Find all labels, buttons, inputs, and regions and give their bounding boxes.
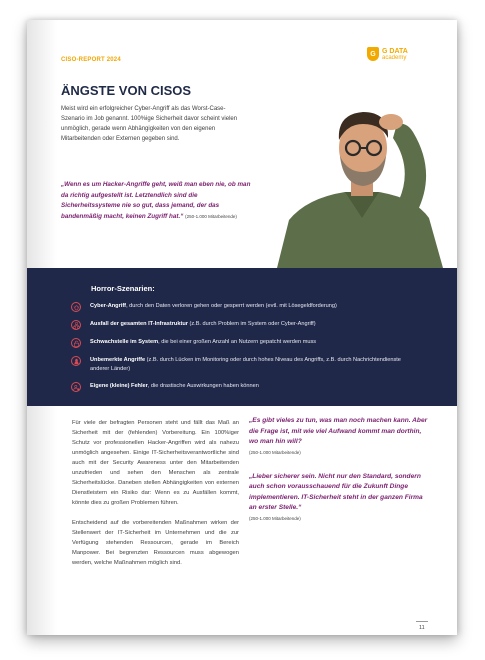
intro-quote-source: (250-1.000 Mitarbeitende) [185,213,237,219]
report-page [27,20,457,635]
scenario-item [71,320,410,330]
shield-logo-icon: G [367,47,379,61]
quote-3-source: (250-1.000 Mitarbeitende) [249,515,301,521]
scenario-text: Eigene (kleine) Fehler, die drastische Auswirkungen haben können [90,383,259,389]
user-warning-icon [71,382,81,392]
body-text-column [72,418,239,568]
body-paragraph-2: Entscheidend auf die vorbereitenden Maßnahmen wirken der Stellenwert der IT-Sicherheit im Unternehmen und die zur Verfügung stehenden Ressourcen, gerade im Bereich Manpower. Bei begrenzten Ressourcen muss abgewogen werden, welche Maßnahmen möglich sind. [72,520,239,566]
network-icon [71,320,81,330]
intro-quote [61,180,251,222]
horror-scenarios-panel [27,268,457,406]
scenario-text: Ausfall der gesamten IT-Infrastruktur (z.B. durch Problem im System oder Cyber-Angriff) [90,321,316,327]
unlock-icon [71,338,81,348]
logo-sub: academy [382,54,407,61]
intro-paragraph: Meist wird ein erfolgreicher Cyber-Angriff als das Worst-Case-Szenario im Job genannt. 100%ige Sicherheit davor scheint vielen unmöglich, gerade wenn Abhängigkeiten von den eigenen Mitarbeitenden oder Externen gegeben sind. [61,106,238,142]
report-label: CISO-REPORT 2024 [61,57,121,63]
page-number-rule [416,621,428,622]
scenario-item [71,356,410,374]
hacker-icon [71,356,81,366]
gdata-academy-logo [367,47,408,61]
intro-quote-text: „Wenn es um Hacker-Angriffe geht, weiß man eben nie, ob man da richtig aufgestellt ist. Letztendlich sind die Sicherheitssysteme nie so gut, dass jemand, der das bandenmäßig macht, keinen Zugriff hat.“ [61,181,251,220]
page-title: ÄNGSTE VON CISOS [61,83,192,98]
bug-icon [71,302,81,312]
quote-3: „Lieber sicherer sein. Nicht nur den Standard, sondern auch schon vorausschauend für die Zukunft Dinge implementieren. IT-Sicherheit steht in der ganzen Firma an erster Stelle.“ [249,472,423,511]
scenario-item [71,338,410,348]
scenario-text: Schwachstelle im System, die bei einer großen Anzahl an Nutzern gepatcht werden muss [90,339,317,345]
scenario-item [71,382,410,392]
scenario-text: Unbemerkte Angriffe (z.B. durch Lücken im Monitoring oder durch hohes Niveau des Angriffs, z.B. durch Nachrichtendienste anderer Länder) [90,357,401,372]
body-paragraph-1: Für viele der befragten Personen steht und fällt das Maß an Sicherheit mit der (fehlenden) Vorbereitung. Ein 100%iger Schutz vor professionellen Hacker-Angriffen wird als nahezu unmöglich angesehen. Einige IT-Sicherheitsverantwortliche sind auch mit der Security Awareness unter den Mitarbeitenden unzufrieden und sehen den Menschen als zentrale Sicherheitslücke. Daneben stellen Abhängigkeiten von externen Dienstleistern ein Risiko dar: Wenn es zu Ausfällen kommt, könnte dies zu großen Problemen führen. [72,420,239,506]
logo-brand: G DATA [382,47,408,55]
page-number: 11 [419,625,425,631]
quote-2-source: (250-1.000 Mitarbeitende) [249,449,301,455]
quotes-column [249,416,429,521]
quote-2: „Es gibt vieles zu tun, was man noch machen kann. Aber die Frage ist, mit wie viel Aufwand kommt man dorthin, wo man hin will? [249,417,428,445]
scenario-text: Cyber-Angriff, durch den Daten verloren gehen oder gesperrt werden (evtl. mit Lösegeldforderung) [90,303,337,309]
man-scratching-head-photo [267,80,457,268]
panel-title: Horror-Szenarien: [91,284,155,293]
scenario-item [71,302,410,312]
